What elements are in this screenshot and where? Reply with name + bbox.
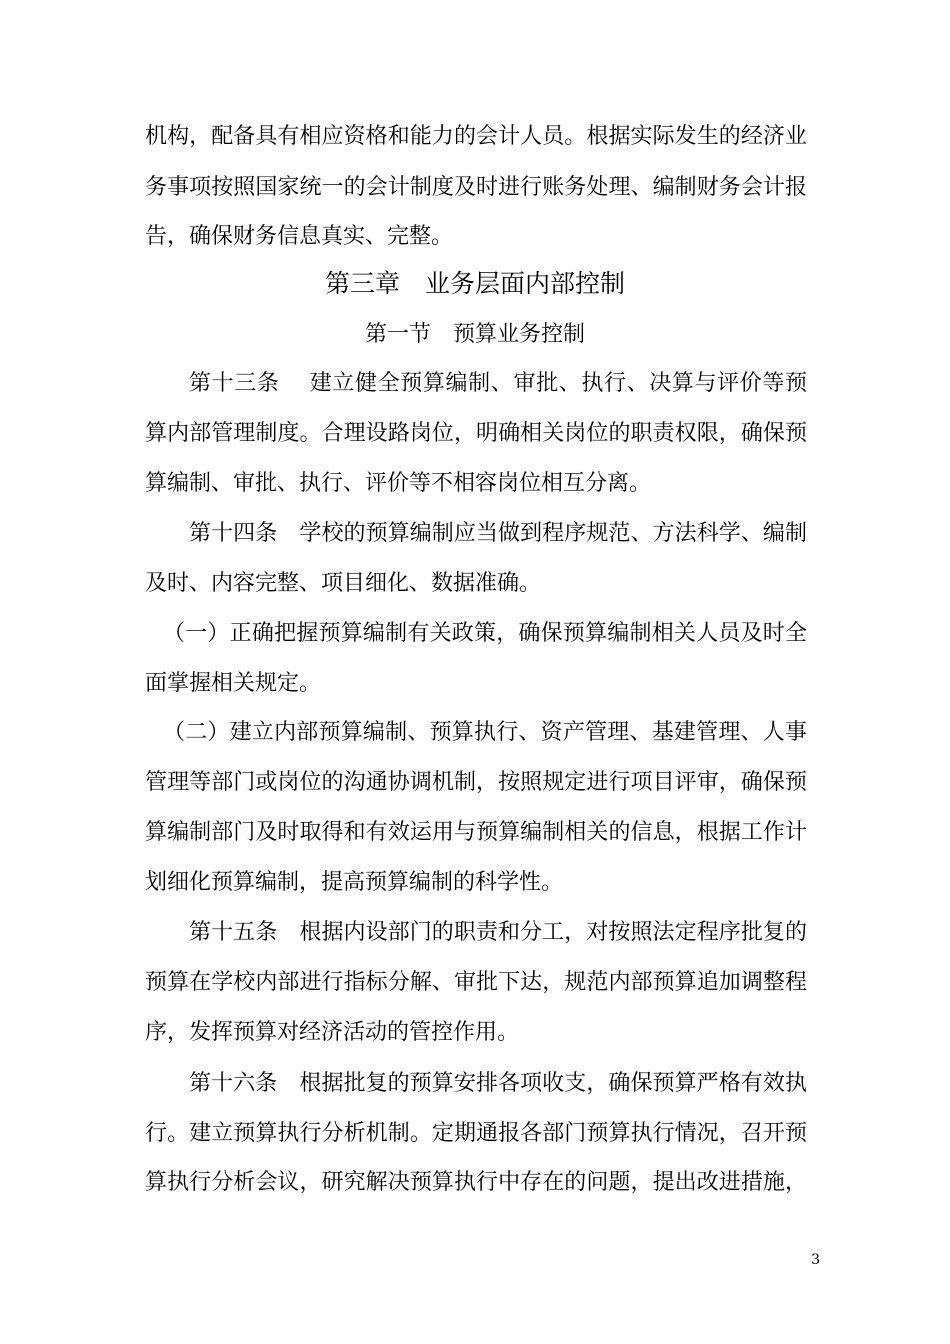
article-15-line: 序，发挥预算对经济活动的管控作用。 xyxy=(145,1020,520,1045)
article-16-line: 算执行分析会议，研究解决预算执行中存在的问题，提出改进措施， xyxy=(145,1170,807,1195)
item-2-line: 划细化预算编制，提高预算编制的科学性。 xyxy=(145,870,564,895)
article-13-line: 算内部管理制度。合理设路岗位，明确相关岗位的职责权限，确保预 xyxy=(145,421,807,446)
section-title: 第一节 预算业务控制 xyxy=(364,322,585,347)
item-2-line: 算编制部门及时取得和有效运用与预算编制相关的信息，根据工作计 xyxy=(145,820,807,845)
article-14-line: 及时、内容完整、项目细化、数据准确。 xyxy=(145,571,542,596)
item-1-line: （一）正确把握预算编制有关政策，确保预算编制相关人员及时全 xyxy=(163,621,807,646)
article-15-line: 第十五条 根据内设部门的职责和分工，对按照法定程序批复的 xyxy=(189,920,807,945)
item-2-line: （二）建立内部预算编制、预算执行、资产管理、基建管理、人事 xyxy=(163,720,807,745)
item-1-line: 面掌握相关规定。 xyxy=(145,671,322,696)
paragraph-line: 务事项按照国家统一的会计制度及时进行账务处理、编制财务会计报 xyxy=(145,175,807,200)
article-15-line: 预算在学校内部进行指标分解、审批下达，规范内部预算追加调整程 xyxy=(145,970,807,995)
page-number: 3 xyxy=(811,1252,820,1268)
paragraph-line: 机构，配备具有相应资格和能力的会计人员。根据实际发生的经济业 xyxy=(145,124,807,149)
article-13-line: 算编制、审批、执行、评价等不相容岗位相互分离。 xyxy=(145,471,652,496)
chapter-title: 第三章 业务层面内部控制 xyxy=(324,269,625,298)
article-16-line: 行。建立预算执行分析机制。定期通报各部门预算执行情况，召开预 xyxy=(145,1121,807,1146)
article-14-line: 第十四条 学校的预算编制应当做到程序规范、方法科学、编制 xyxy=(189,521,807,546)
article-13-line: 第十三条 建立健全预算编制、审批、执行、决算与评价等预 xyxy=(189,371,807,396)
item-2-line: 管理等部门或岗位的沟通协调机制，按照规定进行项目评审，确保预 xyxy=(145,770,807,795)
paragraph-line: 告，确保财务信息真实、完整。 xyxy=(145,224,454,249)
article-16-line: 第十六条 根据批复的预算安排各项收支，确保预算严格有效执 xyxy=(189,1071,807,1096)
